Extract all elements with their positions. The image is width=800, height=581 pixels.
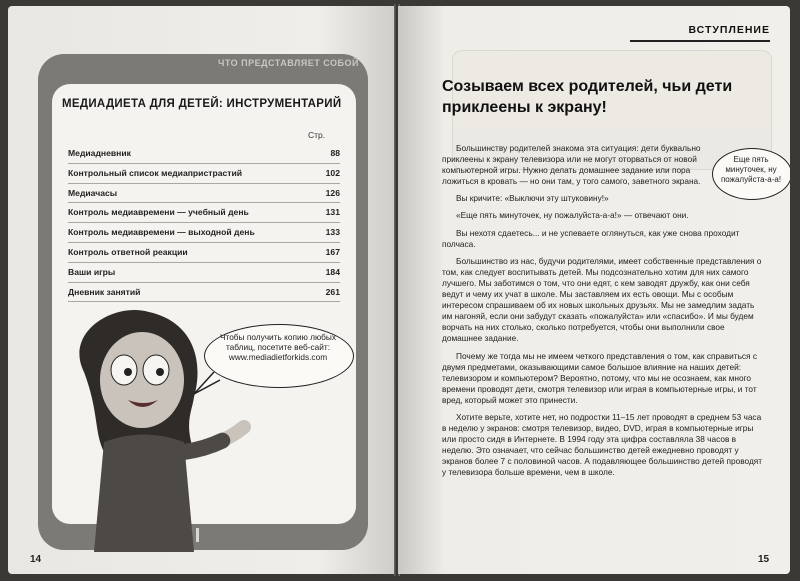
toc-item-page: 131	[325, 207, 340, 218]
toc-item-label: Ваши игры	[68, 266, 116, 277]
toc-item	[68, 203, 340, 223]
toc-item-page: 261	[325, 286, 340, 297]
section-header-text: ВСТУПЛЕНИЕ	[688, 24, 770, 36]
toc-item	[68, 144, 340, 164]
paragraph: «Еще пять минуточек, ну пожалуйста-а-а!» — отвечают они.	[456, 210, 689, 221]
page-number: 14	[30, 554, 42, 565]
toc-item	[68, 184, 340, 204]
toc-item	[68, 263, 340, 283]
chapter-headline: Созываем всех родителей, чьи дети приклеены к экрану!	[442, 78, 733, 116]
paragraph: Вы нехотя сдаетесь... и не успеваете оглянуться, как уже снова проходит полчаса.	[442, 227, 740, 249]
right-page	[398, 6, 790, 574]
toc-item-label: Контрольный список медиапристрастий	[68, 167, 243, 178]
toc-item	[68, 223, 340, 243]
kid-speech-bubble-text: Еще пять минуточек, ну пожалуйста-а-а!	[720, 155, 782, 184]
paragraph: Вы кричите: «Выключи эту штуковину!»	[456, 193, 609, 204]
toc-item	[68, 164, 340, 184]
toc-item-label: Медиадневник	[68, 148, 131, 158]
toc-item-label: Контроль ответной реакции	[68, 246, 188, 257]
toc-list	[68, 144, 340, 302]
toc-item-page: 133	[325, 227, 340, 238]
paragraph: Хотите верьте, хотите нет, но подростки 11–15 лет проводят в среднем 53 часа в неделю у экранов: смотря телевизор, видео, DVD, играя в компьютерные игры или просто сидя в Интернете. В 1994 году эта цифра составляла 38 часов в неделю. Это означает, что сейчас большинство детей ежедневно проводят у экранов более 7 с половиной часов. А подавляющее большинство детей проводят у телевизора больше времени, чем в школе.	[442, 411, 763, 478]
page-number: 15	[758, 554, 770, 565]
toc-item-page: 126	[325, 187, 340, 198]
paragraph: Почему же тогда мы не имеем четкого представления о том, как справиться с двумя предметами, оказывающими самое большое влияние на наших детей: телевизором и компьютером? Вероятно, потому, что мы не осознаем, как много времени проводят дети, смотря телевизор или играя в компьютерные игры, и тот вред, который может это принести.	[442, 350, 757, 405]
toolkit-title: МЕДИАДИЕТА ДЛЯ ДЕТЕЙ: ИНСТРУМЕНТАРИЙ	[62, 98, 342, 110]
page-column-header: Стр.	[308, 130, 326, 140]
toc-item-label: Контроль медиавремени — выходной день	[68, 227, 255, 238]
toc-item	[68, 283, 340, 303]
paragraph: Большинство из нас, будучи родителями, имеет собственные представления о том, как следует воспитывать детей. Мы подсознательно хотим для них самого лучшего. Мы заботимся о том, что они едят, с кем заводят дружбу, как они себя ведут и чему их учат в школе. Мы заставляем их есть овощи. Мы с особым интересом спрашиваем об их новых школьных друзьях. Мы не замедлим задать им нагоняй, если они забудут сказать «пожалуйста» или «спасибо». И мы будем ворчать на них столько, сколько потребуется, чтобы они выполнили свое домашнее задание.	[442, 255, 762, 344]
toc-item-label: Медиачасы	[68, 187, 118, 198]
toc-item-page: 88	[330, 148, 340, 158]
toc-item-label: Контроль медиавремени — учебный день	[68, 207, 249, 218]
tv-top-label: ЧТО ПРЕДСТАВЛЯЕТ СОБОЙ	[218, 58, 359, 68]
toc-item-page: 167	[325, 246, 340, 257]
toc-item	[68, 243, 340, 263]
section-header	[630, 24, 770, 42]
toc-item-page: 184	[325, 266, 340, 277]
speech-bubble-text: Чтобы получить копию любых таблиц, посетите веб-сайт: www.mediadietforkids.com	[219, 332, 337, 362]
toc-item-page: 102	[325, 167, 340, 178]
toc-item-label: Дневник занятий	[68, 286, 141, 297]
body-text	[442, 143, 763, 485]
speech-bubble-tail-icon	[194, 372, 224, 396]
left-page	[8, 6, 396, 574]
paragraph: Большинству родителей знакома эта ситуация: дети буквально приклеены к экрану телевизора или не могут оторваться от новой компьютерной игры. Нужно делать домашнее задание или пора ложиться в кровать — но они там, у того самого, заветного экрана.	[442, 143, 701, 187]
